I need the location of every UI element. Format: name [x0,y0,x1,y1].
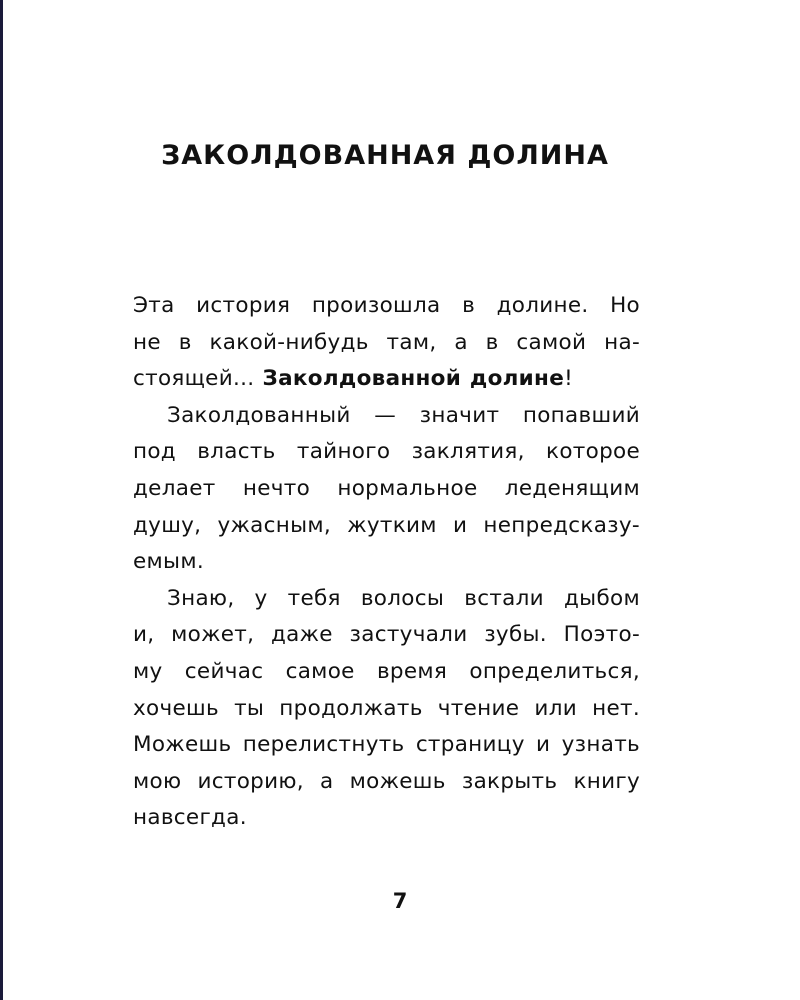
paragraph-2-line-5: емым. [133,549,204,575]
paragraph-3-line-7: навсегда. [133,805,247,831]
enchanted-valley-emphasis: Заколдованной долине [262,366,565,392]
paragraph-3-line-5: Можешь перелистнуть страницу и узнать [133,732,640,758]
paragraph-1-line-2: не в какой-нибудь там, а в самой на- [133,329,640,355]
paragraph-3-line-4: хочешь ты продолжать чтение или нет. [133,695,640,721]
paragraph-1-line-1: Эта история произошла в долине. Но [133,293,640,318]
paragraph-3-line-1: Знаю, у тебя волосы встали дыбом [167,585,640,611]
paragraph-2-line-3: делает нечто нормальное леденящим [133,475,640,501]
paragraph-3-line-6: мою историю, а можешь закрыть книгу [133,768,640,794]
paragraph-2-line-4: душу, ужасным, жутким и непредсказу- [133,512,640,538]
paragraph-3-line-3: му сейчас самое время определиться, [133,658,640,684]
body-text [133,288,640,837]
paragraph-1-line-3-end: ! [564,366,574,392]
paragraph-1-line-3 [133,361,640,398]
paragraph-1-line-3-start: стоящей... [133,366,263,392]
paragraph-2-line-1: Заколдованный — значит попавший [167,402,640,428]
page-number: 7 [392,889,408,913]
chapter-title: ЗАКОЛДОВАННАЯ ДОЛИНА [161,140,609,171]
paragraph-3-line-2: и, может, даже застучали зубы. Поэто- [133,622,640,648]
paragraph-2-line-2: под власть тайного заклятия, которое [133,439,640,465]
